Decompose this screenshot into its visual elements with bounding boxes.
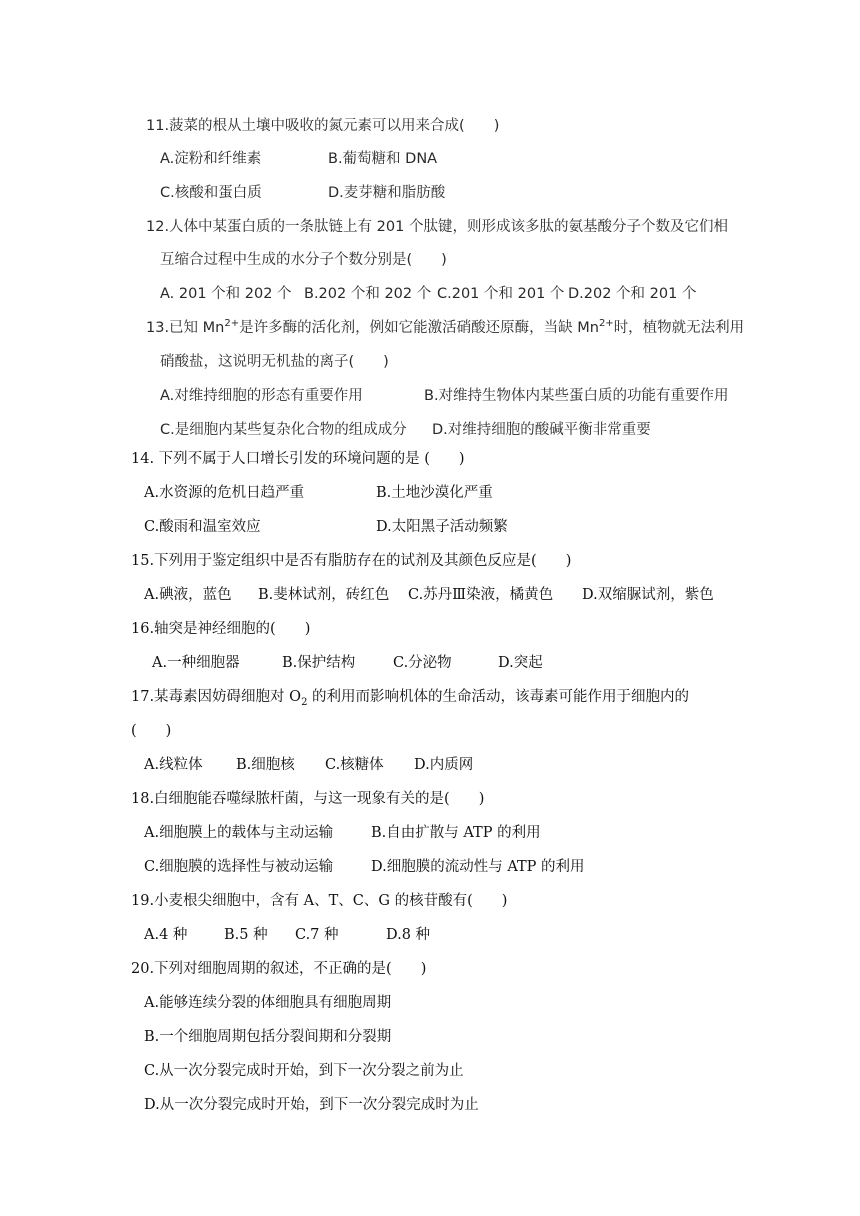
question-19-option-d: D.8 种 — [386, 927, 431, 943]
question-11-option-a: A.淀粉和纤维素 — [160, 151, 262, 167]
question-13-option-c: C.是细胞内某些复杂化合物的组成成分 — [160, 422, 407, 438]
question-11-option-c: C.核酸和蛋白质 — [160, 185, 262, 201]
question-20-option-d: D.从一次分裂完成时开始，到下一次分裂完成时为止 — [144, 1097, 479, 1113]
question-15-option-d: D.双缩脲试剂，紫色 — [582, 587, 714, 603]
question-15-option-c: C.苏丹Ⅲ染液，橘黄色 — [408, 587, 554, 603]
question-15-option-a: A.碘液，蓝色 — [144, 587, 232, 603]
question-14-stem: 14. 下列不属于人口增长引发的环境问题的是 ( ) — [131, 451, 465, 467]
question-13-stem-line2: 硝酸盐，这说明无机盐的离子( ) — [160, 354, 389, 370]
question-13-ion-charge-2: 2+ — [598, 318, 614, 330]
question-17-stem-line1 — [131, 687, 689, 707]
question-19-option-b: B.5 种 — [224, 927, 268, 943]
question-20-option-c: C.从一次分裂完成时开始，到下一次分裂之前为止 — [144, 1063, 464, 1079]
question-18-stem: 18.白细胞能吞噬绿脓杆菌，与这一现象有关的是( ) — [131, 791, 485, 807]
question-13-stem-part-a: 13.已知 Mn — [146, 320, 225, 336]
question-17-stem-part-a: 17.某毒素因妨碍细胞对 O — [131, 689, 302, 705]
question-13-option-d: D.对维持细胞的酸碱平衡非常重要 — [432, 422, 651, 438]
question-12-stem-line1: 12.人体中某蛋白质的一条肽链上有 201 个肽键，则形成该多肽的氨基酸分子个数及它们相 — [146, 219, 728, 235]
question-13-stem-line1 — [146, 318, 744, 338]
question-20-stem: 20.下列对细胞周期的叙述，不正确的是( ) — [131, 961, 427, 977]
question-16-option-a: A.一种细胞器 — [152, 655, 240, 671]
question-13-stem-part-b: 是许多酶的活化剂，例如它能激活硝酸还原酶，当缺 Mn — [239, 320, 599, 336]
question-18-option-a: A.细胞膜上的载体与主动运输 — [144, 825, 334, 841]
question-17-option-a: A.线粒体 — [144, 757, 203, 773]
question-14-option-d: D.太阳黑子活动频繁 — [376, 519, 508, 535]
question-16-option-d: D.突起 — [498, 655, 543, 671]
question-17-stem-part-b: 的利用而影响机体的生命活动，该毒素可能作用于细胞内的 — [307, 689, 690, 705]
question-13-ion-charge: 2+ — [224, 318, 240, 330]
question-15-option-b: B.斐林试剂，砖红色 — [258, 587, 390, 603]
question-12-option-c: C.201 个和 201 个 — [437, 286, 565, 302]
question-11-option-b: B.葡萄糖和 DNA — [328, 151, 438, 167]
question-16-option-b: B.保护结构 — [282, 655, 356, 671]
question-13-option-b: B.对维持生物体内某些蛋白质的功能有重要作用 — [424, 388, 729, 404]
question-12-option-b: B.202 个和 202 个 — [304, 286, 432, 302]
question-11-option-d: D.麦芽糖和脂肪酸 — [328, 185, 446, 201]
question-12-stem-line2: 互缩合过程中生成的水分子个数分别是( ) — [160, 252, 447, 268]
question-17-option-c: C.核糖体 — [325, 757, 384, 773]
question-18-option-b: B.自由扩散与 ATP 的利用 — [371, 825, 541, 841]
question-17-option-d: D.内质网 — [414, 757, 474, 773]
question-16-option-c: C.分泌物 — [393, 655, 452, 671]
question-19-stem: 19.小麦根尖细胞中，含有 A、T、C、G 的核苷酸有( ) — [131, 893, 508, 909]
question-19-option-c: C.7 种 — [295, 927, 339, 943]
question-15-stem: 15.下列用于鉴定组织中是否有脂肪存在的试剂及其颜色反应是( ) — [131, 553, 572, 569]
question-11-stem: 11.菠菜的根从土壤中吸收的氮元素可以用来合成( ) — [146, 118, 500, 134]
question-14-option-b: B.土地沙漠化严重 — [376, 485, 493, 501]
question-18-option-c: C.细胞膜的选择性与被动运输 — [144, 859, 334, 875]
question-19-option-a: A.4 种 — [144, 927, 188, 943]
question-17-option-b: B.细胞核 — [236, 757, 295, 773]
question-14-option-a: A.水资源的危机日趋严重 — [144, 485, 305, 501]
question-17-stem-line2: ( ) — [131, 723, 172, 739]
question-12-option-d: D.202 个和 201 个 — [568, 286, 697, 302]
question-13-stem-part-c: 时，植物就无法利用 — [613, 320, 745, 336]
question-17-o2-subscript: 2 — [301, 696, 308, 708]
question-16-stem: 16.轴突是神经细胞的( ) — [131, 621, 311, 637]
question-14-option-c: C.酸雨和温室效应 — [144, 519, 261, 535]
question-12-option-a: A. 201 个和 202 个 — [160, 286, 292, 302]
question-20-option-a: A.能够连续分裂的体细胞具有细胞周期 — [144, 995, 392, 1011]
question-20-option-b: B.一个细胞周期包括分裂间期和分裂期 — [144, 1029, 392, 1045]
question-13-option-a: A.对维持细胞的形态有重要作用 — [160, 388, 363, 404]
question-18-option-d: D.细胞膜的流动性与 ATP 的利用 — [371, 859, 585, 875]
